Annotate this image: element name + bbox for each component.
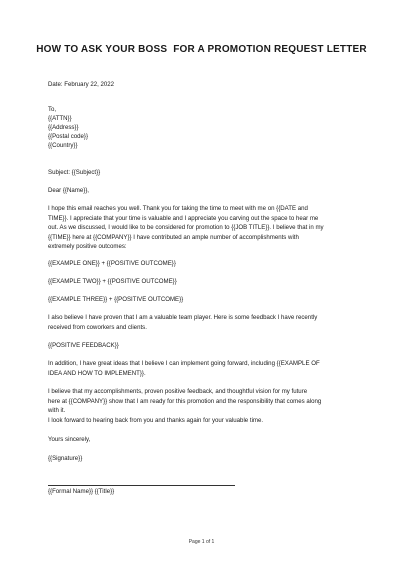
example-item: {{EXAMPLE TWO}} + {{POSITIVE OUTCOME}} bbox=[48, 278, 177, 285]
address-postal-code: {{Postal code}} bbox=[48, 133, 88, 140]
paragraph-ideas bbox=[48, 359, 360, 378]
paragraph-line: I also believe I have proven that I am a valuable team player. Here is some feedback I have recently bbox=[48, 314, 318, 321]
page-footer: Page 1 of 1 bbox=[188, 539, 215, 545]
paragraph-line: In addition, I have great ideas that I believe I can implement going forward, including {{EXAMPLE OF bbox=[48, 360, 320, 367]
paragraph-line: TIME}}. I appreciate that your time is valuable and I appreciate you carving out the space to hear me bbox=[48, 214, 319, 222]
address-to: To, bbox=[48, 106, 57, 113]
paragraph-line: extremely positive outcomes: bbox=[48, 243, 127, 251]
feedback-placeholder: {{POSITIVE FEEDBACK}} bbox=[48, 342, 119, 349]
formal-name: {{Formal Name}} {{Title}} bbox=[48, 488, 115, 495]
page-title: HOW TO ASK YOUR BOSS FOR A PROMOTION REQUEST LETTER bbox=[36, 44, 367, 55]
paragraph-line: {{TIME}} here at {{COMPANY}} I have contributed an ample number of accomplishments with bbox=[48, 233, 299, 241]
example-item: {{EXAMPLE THREE}} + {{POSITIVE OUTCOME}} bbox=[48, 296, 184, 303]
paragraph-line: with it. bbox=[48, 407, 66, 415]
paragraph-line: here at {{COMPANY}} show that I am ready for this promotion and the responsibility that comes along bbox=[48, 397, 322, 405]
paragraph-intro bbox=[48, 204, 360, 252]
salutation: Dear {{Name}}, bbox=[48, 187, 89, 194]
paragraph-conclusion bbox=[48, 387, 360, 425]
address-country: {{Country}} bbox=[48, 142, 78, 149]
closing: Yours sincerely, bbox=[48, 436, 91, 443]
signature-placeholder: {{Signature}} bbox=[48, 455, 83, 462]
address-attn: {{ATTN}} bbox=[48, 115, 72, 122]
subject-line: Subject: {{Subject}} bbox=[48, 169, 101, 176]
paragraph-line: received from coworkers and clients. bbox=[48, 323, 147, 331]
paragraph-line: out. As we discussed, I would like to be considered for promotion to {{JOB TITLE}}. I believe that in my bbox=[48, 224, 324, 232]
paragraph-line: I look forward to hearing back from you and thanks again for your valuable time. bbox=[48, 416, 264, 424]
paragraph-line: IDEA AND HOW TO IMPLEMENT}}. bbox=[48, 369, 146, 377]
date-line: Date: February 22, 2022 bbox=[48, 81, 115, 88]
example-item: {{EXAMPLE ONE}} + {{POSITIVE OUTCOME}} bbox=[48, 260, 176, 267]
paragraph-line: I believe that my accomplishments, proven positive feedback, and thoughtful vision for my future bbox=[48, 388, 308, 395]
paragraph-line: I hope this email reaches you well. Thank you for taking the time to meet with me on {{DATE and bbox=[48, 205, 308, 212]
signature-divider bbox=[48, 485, 235, 486]
paragraph-team-player bbox=[48, 313, 360, 332]
address-street: {{Address}} bbox=[48, 124, 79, 131]
